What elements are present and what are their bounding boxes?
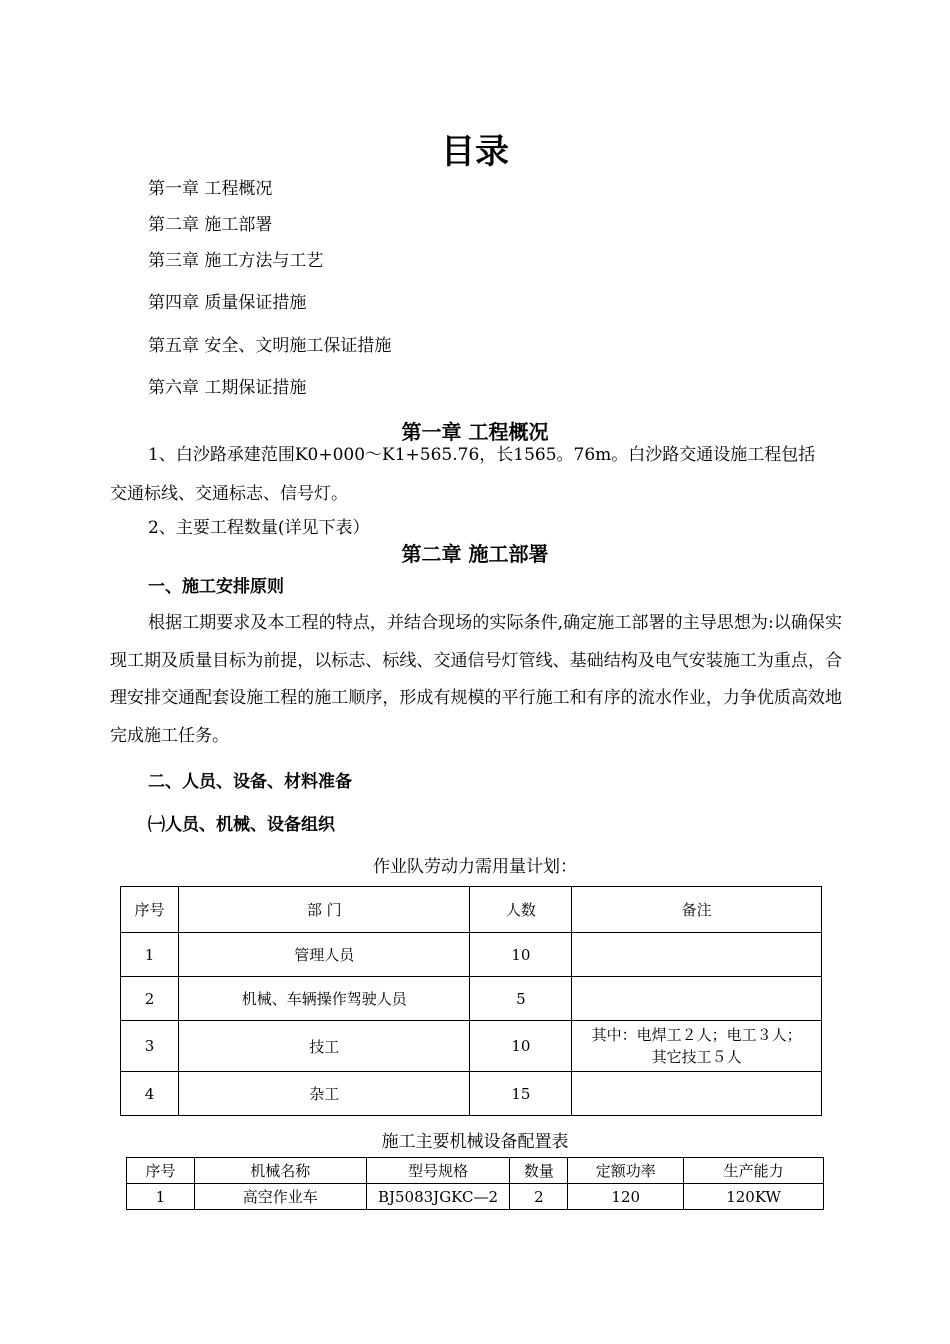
cell-power: 120: [568, 1184, 684, 1210]
cell-no: 1: [127, 1184, 195, 1210]
document-title: 目录: [441, 132, 509, 172]
labor-table-header-row: [121, 887, 822, 933]
toc-item-4: 第四章 质量保证措施: [148, 293, 307, 313]
cell-dept: 技工: [178, 1021, 470, 1072]
cell-count: 15: [470, 1072, 572, 1116]
section-heading-1: 一、施工安排原则: [148, 577, 284, 597]
cell-capacity: 120KW: [684, 1184, 824, 1210]
toc-item-2: 第二章 施工部署: [148, 215, 273, 235]
cell-name: 高空作业车: [194, 1184, 366, 1210]
chapter1-line2: 交通标线、交通标志、信号灯。: [110, 484, 348, 504]
labor-table: [120, 886, 822, 1116]
machine-table-header-row: [127, 1158, 824, 1184]
chapter1-line1: 1、白沙路承建范围K0+000～K1+565.76，长1565。76m。白沙路交通设施工程包括: [148, 445, 816, 465]
header-cell: 部 门: [178, 887, 470, 933]
header-cell: 人数: [470, 887, 572, 933]
cell-count: 10: [470, 1021, 572, 1072]
cell-dept: 管理人员: [178, 933, 470, 977]
chapter1-heading: 第一章 工程概况: [401, 420, 549, 444]
toc-item-1: 第一章 工程概况: [148, 179, 273, 199]
header-cell: 备注: [572, 887, 822, 933]
header-cell: 机械名称: [194, 1158, 366, 1184]
cell-no: 1: [121, 933, 179, 977]
machine-table: [126, 1157, 824, 1210]
cell-count: 10: [470, 933, 572, 977]
cell-no: 2: [121, 977, 179, 1021]
remark-line: 其中：电焊工２人；电工３人；: [591, 1026, 802, 1044]
machine-table-caption: 施工主要机械设备配置表: [381, 1132, 569, 1152]
cell-no: 4: [121, 1072, 179, 1116]
cell-qty: 2: [510, 1184, 568, 1210]
cell-dept: 杂工: [178, 1072, 470, 1116]
chapter2-heading: 第二章 施工部署: [401, 542, 549, 566]
cell-remark: [572, 1021, 822, 1072]
header-cell: 数量: [510, 1158, 568, 1184]
header-cell: 序号: [127, 1158, 195, 1184]
toc-item-6: 第六章 工期保证措施: [148, 378, 307, 398]
cell-dept: 机械、车辆操作驾驶人员: [178, 977, 470, 1021]
cell-remark: [572, 977, 822, 1021]
table-row: [121, 933, 822, 977]
section-heading-2: 二、人员、设备、材料准备: [148, 772, 352, 792]
subsection-heading-1: ㈠人员、机械、设备组织: [148, 815, 335, 835]
toc-item-3: 第三章 施工方法与工艺: [148, 251, 324, 271]
table-row: [121, 1072, 822, 1116]
header-cell: 型号规格: [366, 1158, 510, 1184]
labor-table-caption: 作业队劳动力需用量计划：: [373, 857, 577, 877]
table-row: [127, 1184, 824, 1210]
cell-no: 3: [121, 1021, 179, 1072]
header-cell: 生产能力: [684, 1158, 824, 1184]
cell-remark: [572, 1072, 822, 1116]
table-row: [121, 1021, 822, 1072]
table-row: [121, 977, 822, 1021]
deployment-paragraph: 根据工期要求及本工程的特点，并结合现场的实际条件,确定施工部署的主导思想为:以确保实现工期及质量目标为前提，以标志、标线、交通信号灯管线、基础结构及电气安装施工为重点，合理安排交通配套设施工程的施工顺序，形成有规模的平行施工和有序的流水作业，力争优质高效地完成施工任务。: [110, 613, 842, 746]
cell-remark: [572, 933, 822, 977]
cell-count: 5: [470, 977, 572, 1021]
header-cell: 序号: [121, 887, 179, 933]
cell-model: BJ5083JGKC—2: [366, 1184, 510, 1210]
remark-line: 其它技工５人: [651, 1048, 742, 1066]
toc-item-5: 第五章 安全、文明施工保证措施: [148, 336, 392, 356]
header-cell: 定额功率: [568, 1158, 684, 1184]
chapter1-line3: 2、主要工程数量(详见下表）: [148, 518, 370, 538]
